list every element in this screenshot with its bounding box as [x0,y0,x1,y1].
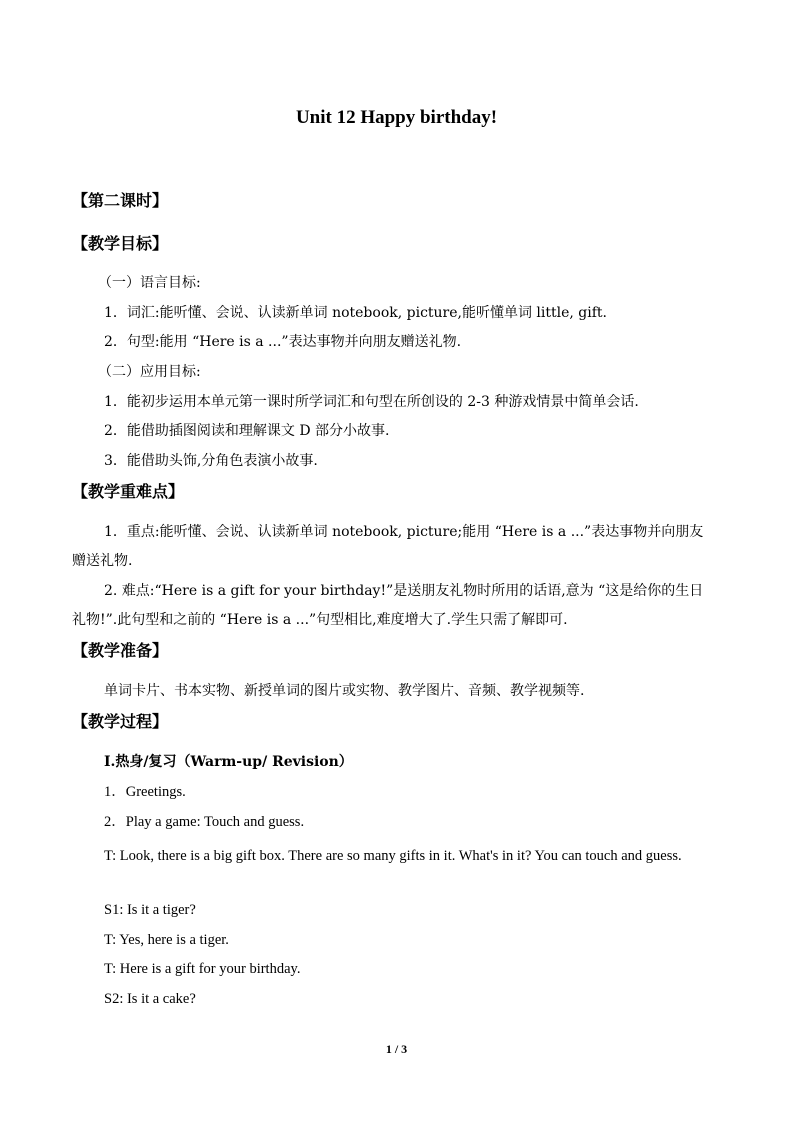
objective-item: 3．能借助头饰,分角色表演小故事. [104,453,318,469]
key-point-line: 2. 难点:“Here is a gift for your birthday!”是送朋友礼物时所用的话语,意为 “这是给你的生日 [104,583,704,599]
application-goals-label: （二）应用目标: [98,364,201,380]
key-point-line: 1．重点:能听懂、会说、认读新单词 notebook, picture;能用 “Here is a ...”表达事物并向朋友 [104,524,704,540]
objective-item: 2．能借助插图阅读和理解课文 D 部分小故事. [104,423,390,439]
process-heading: 【教学过程】 [72,712,169,731]
page-number: 1 / 3 [385,1042,408,1056]
preparation-heading: 【教学准备】 [72,641,169,660]
document-title: Unit 12 Happy birthday! [295,107,498,128]
key-point-line: 礼物!”.此句型和之前的 “Here is a ...”句型相比,难度增大了.学生只需了解即可. [72,612,568,628]
objectives-heading: 【教学目标】 [72,234,169,253]
objective-item: 1．能初步运用本单元第一课时所学词汇和句型在所创设的 2-3 种游戏情景中简单会话. [104,394,639,410]
process-line: T: Here is a gift for your birthday. [104,961,301,977]
preparation-text: 单词卡片、书本实物、新授单词的图片或实物、教学图片、音频、教学视频等. [104,683,585,699]
process-line: S1: Is it a tiger? [104,902,196,918]
process-line: 1．Greetings. [104,784,186,800]
key-point-line: 赠送礼物. [72,553,133,569]
language-goals-label: （一）语言目标: [98,275,201,291]
process-line: 2．Play a game: Touch and guess. [104,814,305,830]
process-line: S2: Is it a cake? [104,991,196,1007]
process-line: T: Look, there is a big gift box. There are so many gifts in it. What's in it? You can touch and guess. [104,848,682,864]
process-line: T: Yes, here is a tiger. [104,932,229,948]
step-title: I.热身/复习（Warm-up/ Revision） [104,754,353,770]
lesson-heading: 【第二课时】 [72,191,169,210]
objective-item: 2．句型:能用 “Here is a ...”表达事物并向朋友赠送礼物. [104,334,462,350]
key-points-heading: 【教学重难点】 [72,482,185,501]
objective-item: 1．词汇:能听懂、会说、认读新单词 notebook, picture,能听懂单词 little, gift. [104,305,608,321]
